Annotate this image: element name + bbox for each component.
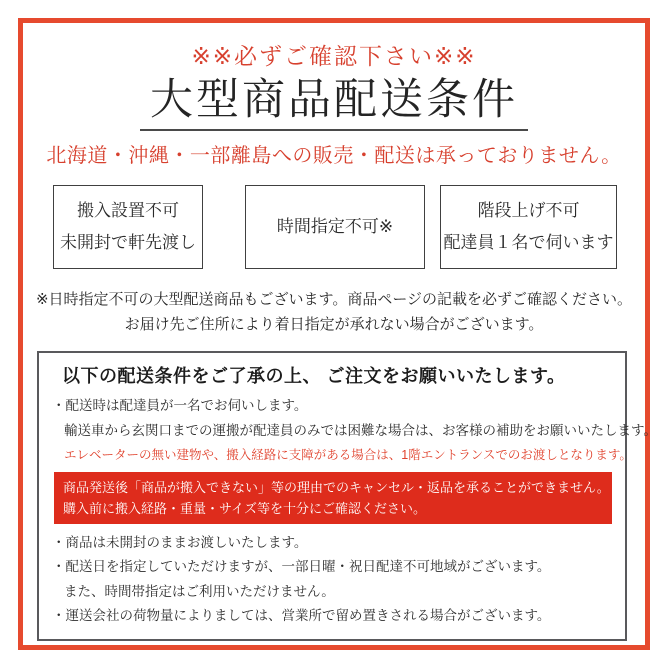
- condition-box-line: 配達員１名で伺います: [443, 233, 614, 252]
- condition-box-carry-in: [53, 185, 203, 269]
- date-note-line: お届け先ご住所により着日指定が承れない場合がございます。: [124, 316, 544, 333]
- page-title: 大型商品配送条件: [150, 76, 518, 124]
- terms-box: [37, 351, 657, 641]
- condition-box-line: 時間指定不可※: [276, 217, 394, 236]
- terms-item-delivery-staff: ・配送時は配達員が一名でお伺いします。: [52, 398, 308, 413]
- outer-border-frame: [18, 18, 657, 650]
- alert-line: 商品発送後「商品が搬入できない」等の理由でのキャンセル・返品を承ることができません。: [63, 479, 610, 495]
- condition-box-line: 搬入設置不可: [77, 201, 179, 220]
- condition-box-line: 未開封で軒先渡し: [60, 233, 196, 252]
- terms-item-delivery-date: ・配送日を指定していただけますが、一部日曜・祝日配達不可地域がございます。: [52, 559, 551, 574]
- terms-item-depot-hold: ・運送会社の荷物量によりましては、営業所で留め置きされる場合がございます。: [52, 608, 551, 623]
- date-note-line: ※日時指定不可の大型配送商品もございます。商品ページの記載を必ずご確認ください。: [35, 291, 633, 308]
- condition-box-line: 階段上げ不可: [477, 201, 580, 220]
- terms-item-carry-help: 輸送車から玄関口までの運搬が配達員のみでは困難な場合は、お客様の補助をお願いいたします。: [64, 422, 657, 438]
- terms-item-elevator-warning: エレベーターの無い建物や、搬入経路に支障がある場合は、1階エントランスでのお渡しとなります。: [64, 448, 632, 462]
- terms-item-unopened: ・商品は未開封のままお渡しいたします。: [52, 534, 308, 550]
- terms-item-no-time-slot: また、時間帯指定はご利用いただけません。: [64, 583, 335, 599]
- title-underline: [140, 129, 528, 131]
- condition-box-time: [245, 185, 425, 269]
- cancel-policy-alert: [54, 472, 612, 524]
- condition-boxes-row: [53, 185, 645, 269]
- date-designation-note: [23, 287, 645, 337]
- terms-heading: 以下の配送条件をご了承の上、 ご注文をお願いいたします。: [62, 366, 566, 386]
- top-warning-text: ※※必ずご確認下さい※※: [191, 43, 477, 69]
- alert-line: 購入前に搬入経路・重量・サイズ等を十分にご確認ください。: [63, 500, 426, 516]
- region-restriction-text: 北海道・沖縄・一部離島への販売・配送は承っておりません。: [46, 145, 622, 167]
- condition-box-stairs: [440, 185, 617, 269]
